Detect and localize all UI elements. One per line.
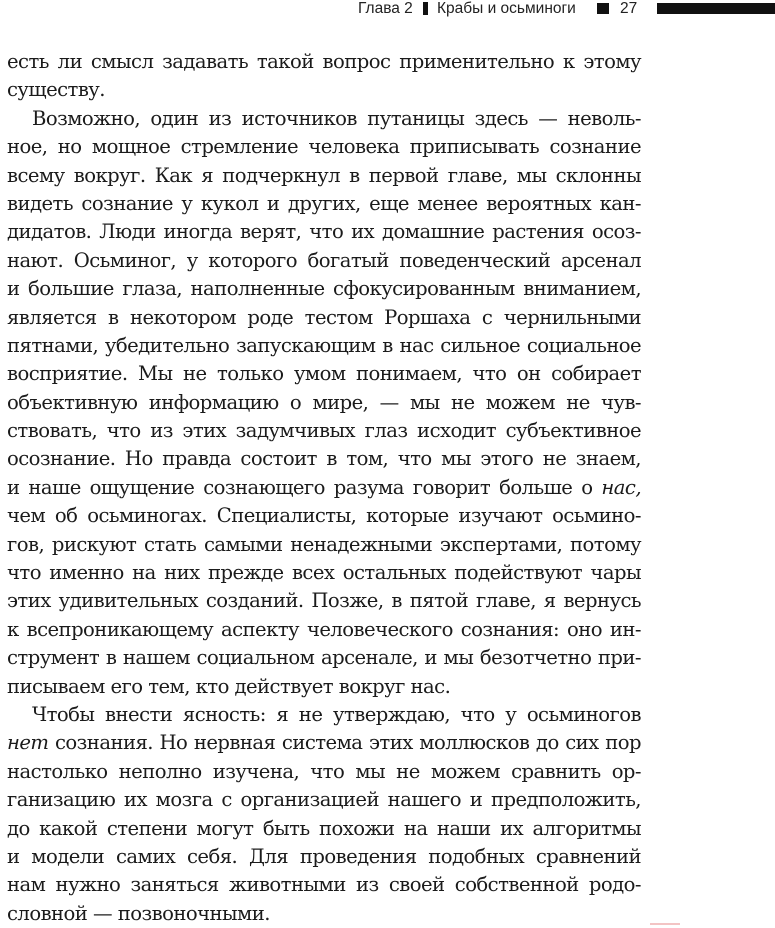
text-line: нают. Осьминог, у которого богатый поведенческий арсенал <box>7 248 641 272</box>
text-line: всему вокруг. Как я подчеркнул в первой главе, мы склонны <box>7 163 641 187</box>
text-line: чем об осьминогах. Специалисты, которые изучают осьмино- <box>7 504 641 528</box>
text-run: и наше ощущение сознающего разума говорит больше о <box>7 475 602 499</box>
running-header <box>0 0 775 22</box>
header-square-mark <box>597 3 609 14</box>
header-bar <box>657 3 775 14</box>
text-line: является в некотором роде тестом Роршаха с чернильными <box>7 305 641 329</box>
text-line: ствовать, что из этих задумчивых глаз исходит субъективное <box>7 419 641 443</box>
text-line: до какой степени могут быть похожи на наши их алгоритмы <box>7 816 641 840</box>
text-line: к всепроникающему аспекту человеческого сознания: оно ин- <box>7 617 641 641</box>
text-line: струмент в нашем социальном арсенале, и мы безотчетно при- <box>7 646 641 670</box>
text-line: что именно на них прежде всех остальных подействуют чары <box>7 561 641 585</box>
text-line: пятнами, убедительно запускающим в нас сильное социальное <box>7 333 641 357</box>
text-line: словной — позвоночными. <box>7 901 270 925</box>
text-line: и большие глаза, наполненные сфокусированным вниманием, <box>7 277 641 301</box>
text-line: есть ли смысл задавать такой вопрос применительно к этому <box>7 50 641 73</box>
text-line: и модели самих себя. Для проведения подобных сравнений <box>7 844 641 868</box>
text-line: дидатов. Люди иногда верят, что их домашние растения осоз- <box>7 220 641 244</box>
chapter-title: Крабы и осьминоги <box>437 0 576 17</box>
paragraph-first-line: Возможно, один из источников путаницы здесь — неволь- <box>32 106 641 130</box>
text-line: видеть сознание у кукол и других, еще менее вероятных кан- <box>7 191 641 215</box>
emphasis-text: нас, <box>601 475 641 499</box>
text-line: существу. <box>7 78 105 102</box>
text-line: осознание. Но правда состоит в том, что мы этого не знаем, <box>7 447 641 471</box>
text-line: нам нужно заняться животными из своей собственной родо- <box>7 873 641 897</box>
text-line: объективную информацию о мире, — мы не можем не чув- <box>7 390 641 414</box>
text-line: гов, рискуют стать самыми ненадежными экспертами, потому <box>7 532 641 556</box>
emphasis-text: нет <box>7 731 49 755</box>
header-separator-mark <box>423 2 428 15</box>
text-line: ное, но мощное стремление человека приписывать сознание <box>7 135 641 159</box>
text-line: настолько неполно изучена, что мы не можем сравнить ор- <box>7 759 641 783</box>
corner-mark <box>650 923 680 925</box>
paragraph-first-line: Чтобы внести ясность: я не утверждаю, что у осьминогов <box>32 702 641 726</box>
text-line: ганизацию их мозга с организацией нашего и предположить, <box>7 788 641 812</box>
body-text <box>7 48 641 928</box>
text-line <box>7 474 641 502</box>
text-line <box>7 729 641 757</box>
text-line: этих удивительных созданий. Позже, в пятой главе, я вернусь <box>7 589 641 613</box>
page-number: 27 <box>620 0 638 17</box>
text-line: восприятие. Мы не только умом понимаем, что он собирает <box>7 362 641 386</box>
chapter-label: Глава 2 <box>358 0 413 17</box>
text-line: писываем его тем, кто действует вокруг нас. <box>7 674 451 698</box>
text-run: сознания. Но нервная система этих моллюсков до сих пор <box>48 731 641 755</box>
